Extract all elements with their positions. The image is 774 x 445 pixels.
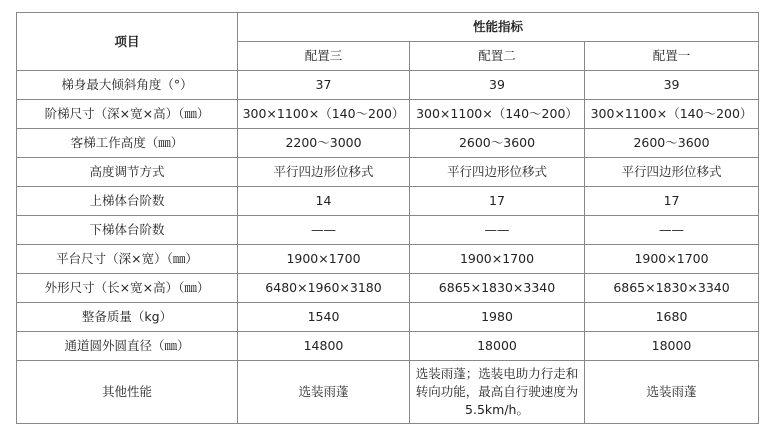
- table-cell: ——: [410, 216, 585, 245]
- table-cell: 1540: [238, 303, 410, 332]
- table-row: [17, 361, 759, 424]
- table-row: [17, 158, 759, 187]
- table-row: [17, 274, 759, 303]
- table-cell: 17: [585, 187, 759, 216]
- row-label: 上梯体台阶数: [17, 187, 238, 216]
- table-cell: 1980: [410, 303, 585, 332]
- table-cell: 18000: [410, 332, 585, 361]
- table-cell: ——: [585, 216, 759, 245]
- table-header-row: [17, 13, 759, 42]
- table-cell: 300×1100×（140～200）: [410, 100, 585, 129]
- table-cell: 1900×1700: [410, 245, 585, 274]
- spec-table: [16, 12, 759, 424]
- row-label: 下梯体台阶数: [17, 216, 238, 245]
- table-cell: 6865×1830×3340: [410, 274, 585, 303]
- config-header-cell: 配置一: [585, 42, 759, 71]
- row-label: 梯身最大倾斜角度（°）: [17, 71, 238, 100]
- table-cell: 2600～3600: [410, 129, 585, 158]
- table-row: [17, 129, 759, 158]
- table-cell: 平行四边形位移式: [585, 158, 759, 187]
- table-cell: 选装雨蓬: [238, 361, 410, 424]
- table-cell: 6865×1830×3340: [585, 274, 759, 303]
- item-header-cell: 项目: [17, 13, 238, 71]
- table-cell: 14: [238, 187, 410, 216]
- table-cell: 18000: [585, 332, 759, 361]
- table-row: [17, 216, 759, 245]
- table-cell: 2600～3600: [585, 129, 759, 158]
- table-cell: 1680: [585, 303, 759, 332]
- table-cell: 1900×1700: [585, 245, 759, 274]
- table-cell: 选装雨蓬: [585, 361, 759, 424]
- table-cell: 39: [410, 71, 585, 100]
- table-cell: 14800: [238, 332, 410, 361]
- group-header-cell: 性能指标: [238, 13, 759, 42]
- table-row: [17, 332, 759, 361]
- table-row: [17, 71, 759, 100]
- table-cell: 300×1100×（140～200）: [238, 100, 410, 129]
- table-cell: 2200～3000: [238, 129, 410, 158]
- table-cell-note: 选装雨蓬；选装电助力行走和转向功能，最高自行驶速度为5.5km/h。: [410, 361, 585, 424]
- config-header-cell: 配置二: [410, 42, 585, 71]
- table-row: [17, 245, 759, 274]
- row-label: 高度调节方式: [17, 158, 238, 187]
- row-label: 阶梯尺寸（深×宽×高）（㎜）: [17, 100, 238, 129]
- table-cell: 平行四边形位移式: [410, 158, 585, 187]
- table-cell: 17: [410, 187, 585, 216]
- table-row: [17, 187, 759, 216]
- row-label: 平台尺寸（深×宽）（㎜）: [17, 245, 238, 274]
- table-row: [17, 100, 759, 129]
- table-cell: 300×1100×（140～200）: [585, 100, 759, 129]
- row-label: 外形尺寸（长×宽×高）（㎜）: [17, 274, 238, 303]
- table-cell: 1900×1700: [238, 245, 410, 274]
- table-cell: 平行四边形位移式: [238, 158, 410, 187]
- table-row: [17, 303, 759, 332]
- table-cell: 6480×1960×3180: [238, 274, 410, 303]
- row-label: 其他性能: [17, 361, 238, 424]
- config-header-cell: 配置三: [238, 42, 410, 71]
- table-cell: 39: [585, 71, 759, 100]
- table-cell: ——: [238, 216, 410, 245]
- row-label: 整备质量（kg）: [17, 303, 238, 332]
- table-cell: 37: [238, 71, 410, 100]
- row-label: 客梯工作高度（㎜）: [17, 129, 238, 158]
- row-label: 通道圆外圆直径（㎜）: [17, 332, 238, 361]
